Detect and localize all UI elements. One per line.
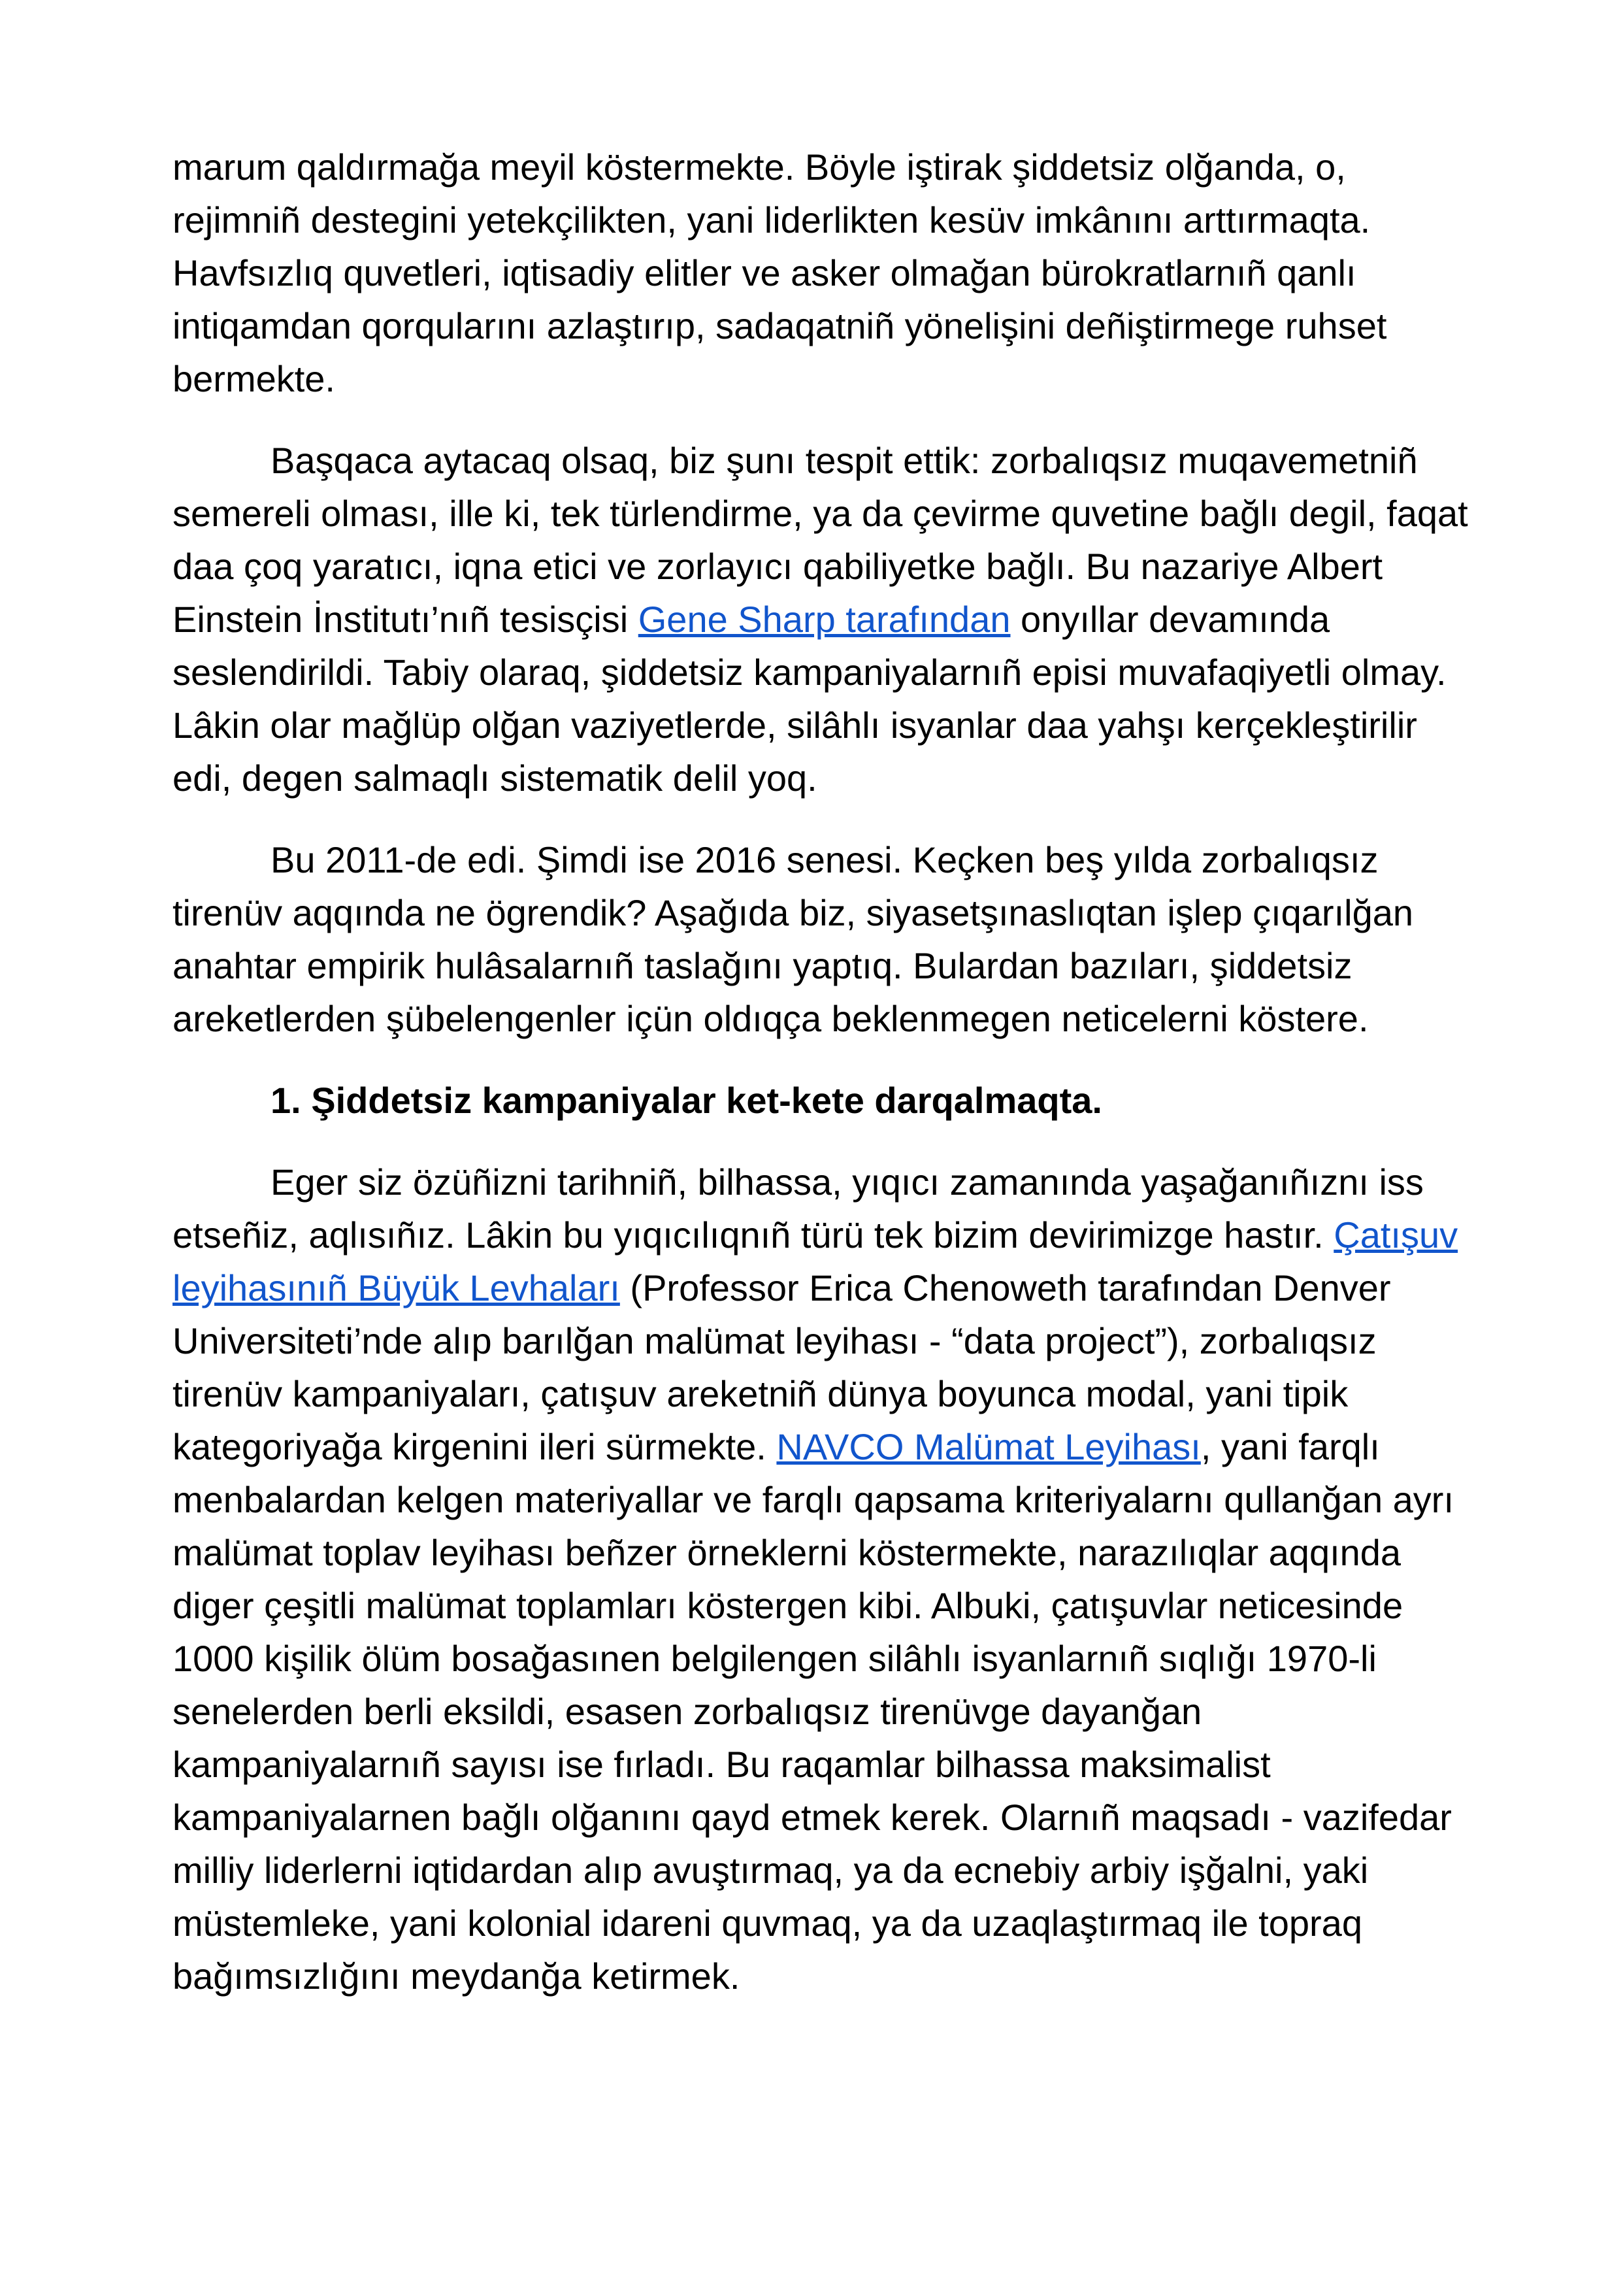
- paragraph-2-text-after: onyıllar devamında seslendirildi. Tabiy olaraq, şiddetsiz kampaniyalarnıñ episi muvafaqiyetli olmay. Lâkin olar mağlüp olğan vaziyetlerde, silâhlı isyanlar daa yahşı kerçekleştirilir edi, degen salmaqlı sistematik delil yoq.: [172, 599, 1447, 799]
- paragraph-1: [172, 141, 1473, 405]
- section-heading: [172, 1074, 1473, 1127]
- paragraph-4: [172, 1156, 1473, 2003]
- section-heading-text: 1. Şiddetsiz kampaniyalar ket-kete darqalmaqta.: [270, 1080, 1102, 1121]
- paragraph-4-text-part2: (Professor Erica Chenoweth tarafından Denver Universiteti’nde alıp barılğan malümat leyihası - “data project”), zorbalıqsız tirenüv kampaniyaları, çatışuv areketniñ dünya boyunca modal, yani tipik kategoriyağa kirgenini ileri sürmekte.: [172, 1267, 1391, 1467]
- document-body: [172, 141, 1473, 2031]
- paragraph-4-text-part3: , yani farqlı menbalardan kelgen materiyallar ve farqlı qapsama kriteriyalarnı qullanğan ayrı malümat toplav leyihası beñzer örneklerni köstermekte, narazılıqlar aqqında diger çeşitli malümat toplamları köstergen kibi. Albuki, çatışuvlar neticesinde 1000 kişilik ölüm bosağasınen belgilengen silâhlı isyanlarnıñ sıqlığı 1970-li senelerden berli eksildi, esasen zorbalıqsız tirenüvge dayanğan kampaniyalarnıñ sayısı ise fırladı. Bu raqamlar bilhassa maksimalist kampaniyalarnen bağlı olğanını qayd etmek kerek. Olarnıñ maqsadı - vazifedar milliy liderlerni iqtidardan alıp avuştırmaq, ya da ecnebiy arbiy işğalni, yaki müstemleke, yani kolonial idareni quvmaq, ya da uzaqlaştırmaq ile topraq bağımsızlığını meydanğa ketirmek.: [172, 1426, 1454, 1997]
- paragraph-2: [172, 434, 1473, 805]
- paragraph-3-text: Bu 2011-de edi. Şimdi ise 2016 senesi. Keçken beş yılda zorbalıqsız tirenüv aqqında ne ögrendik? Aşağıda biz, siyasetşınaslıqtan işlep çıqarılğan anahtar empirik hulâsalarnıñ taslağını yaptıq. Bulardan bazıları, şiddetsiz areketlerden şübelengenler içün oldıqça beklenmegen neticelerni köstere.: [172, 839, 1413, 1039]
- gene-sharp-link[interactable]: Gene Sharp tarafından: [638, 599, 1011, 640]
- navco-data-project-link[interactable]: NAVCO Malümat Leyihası: [776, 1426, 1201, 1467]
- paragraph-1-text: marum qaldırmağa meyil köstermekte. Böyle iştirak şiddetsiz olğanda, o, rejimniñ destegini yetekçilikten, yani liderlikten kesüv imkânını arttırmaqta. Havfsızlıq quvetleri, iqtisadiy elitler ve asker olmağan bürokratlarnıñ qanlı intiqamdan qorqularını azlaştırıp, sadaqatniñ yönelişini deñiştirmege ruhset bermekte.: [172, 146, 1387, 399]
- major-episodes-of-contention-link[interactable]: Çatışuv leyihasınıñ Büyük Levhaları: [172, 1214, 1458, 1308]
- paragraph-4-text-part1: Eger siz özüñizni tarihniñ, bilhassa, yıqıcı zamanında yaşağanıñıznı iss etseñiz, aqlısıñız. Lâkin bu yıqıcılıqnıñ türü tek bizim devirimizge hastır.: [172, 1161, 1424, 1256]
- paragraph-3: [172, 833, 1473, 1045]
- paragraph-2-text-before: Başqaca aytacaq olsaq, biz şunı tespit ettik: zorbalıqsız muqavemetniñ semereli olması, ille ki, tek türlendirme, ya da çevirme quvetine bağlı degil, faqat daa çoq yaratıcı, iqna etici ve zorlayıcı qabiliyetke bağlı. Bu nazariye Albert Einstein İnstitutı’nıñ tesisçisi: [172, 440, 1468, 640]
